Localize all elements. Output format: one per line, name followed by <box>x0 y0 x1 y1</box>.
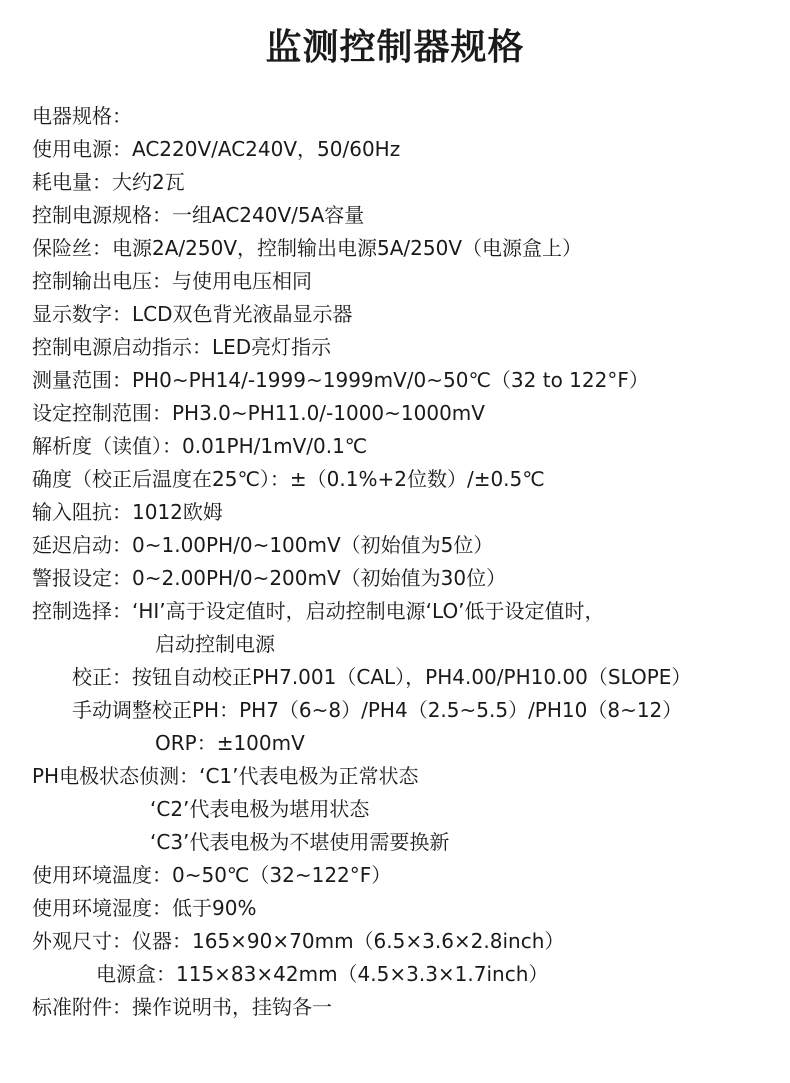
spec-line: 使用环境温度：0~50℃（32~122°F） <box>32 863 392 887</box>
spec-line: 启动控制电源 <box>155 632 275 656</box>
spec-line: 使用电源：AC220V/AC240V，50/60Hz <box>32 137 401 161</box>
spec-line: 校正：按钮自动校正PH7.001（CAL），PH4.00/PH10.00（SLOPE） <box>72 665 692 689</box>
spec-line: 显示数字：LCD双色背光液晶显示器 <box>32 302 353 326</box>
spec-line: 耗电量：大约2瓦 <box>32 170 185 194</box>
spec-line: 确度（校正后温度在25℃）：±（0.1%+2位数）/±0.5℃ <box>32 467 545 491</box>
spec-line: 警报设定：0~2.00PH/0~200mV（初始值为30位） <box>32 566 507 590</box>
spec-line: 测量范围：PH0~PH14/-1999~1999mV/0~50℃（32 to 122°F） <box>32 368 649 392</box>
spec-line: ORP：±100mV <box>155 731 305 755</box>
spec-line: 标准附件：操作说明书，挂钩各一 <box>32 995 332 1019</box>
spec-line: 电源盒：115×83×42mm（4.5×3.3×1.7inch） <box>96 962 549 986</box>
spec-line: 设定控制范围：PH3.0~PH11.0/-1000~1000mV <box>32 401 485 425</box>
page-title: 监测控制器规格 <box>265 27 525 68</box>
spec-line: ‘C3’代表电极为不堪使用需要换新 <box>150 830 450 854</box>
spec-line: ‘C2’代表电极为堪用状态 <box>150 797 370 821</box>
spec-line: 手动调整校正PH：PH7（6~8）/PH4（2.5~5.5）/PH10（8~12） <box>72 698 683 722</box>
spec-line: 控制电源启动指示：LED亮灯指示 <box>32 335 332 359</box>
spec-line: 解析度（读值）：0.01PH/1mV/0.1℃ <box>32 434 368 458</box>
spec-line: 外观尺寸：仪器：165×90×70mm（6.5×3.6×2.8inch） <box>32 929 565 953</box>
spec-line: 控制选择：‘HI’高于设定值时，启动控制电源‘LO’低于设定值时， <box>32 599 605 623</box>
spec-line: 电器规格： <box>32 104 132 128</box>
spec-line: 延迟启动：0~1.00PH/0~100mV（初始值为5位） <box>32 533 494 557</box>
spec-line: 使用环境湿度：低于90% <box>32 896 257 920</box>
spec-line: 保险丝：电源2A/250V，控制输出电源5A/250V（电源盒上） <box>32 236 582 260</box>
spec-line: PH电极状态侦测：‘C1’代表电极为正常状态 <box>32 764 419 788</box>
spec-line: 输入阻抗：1012欧姆 <box>32 500 223 524</box>
spec-line: 控制输出电压：与使用电压相同 <box>32 269 312 293</box>
spec-line: 控制电源规格：一组AC240V/5A容量 <box>32 203 365 227</box>
